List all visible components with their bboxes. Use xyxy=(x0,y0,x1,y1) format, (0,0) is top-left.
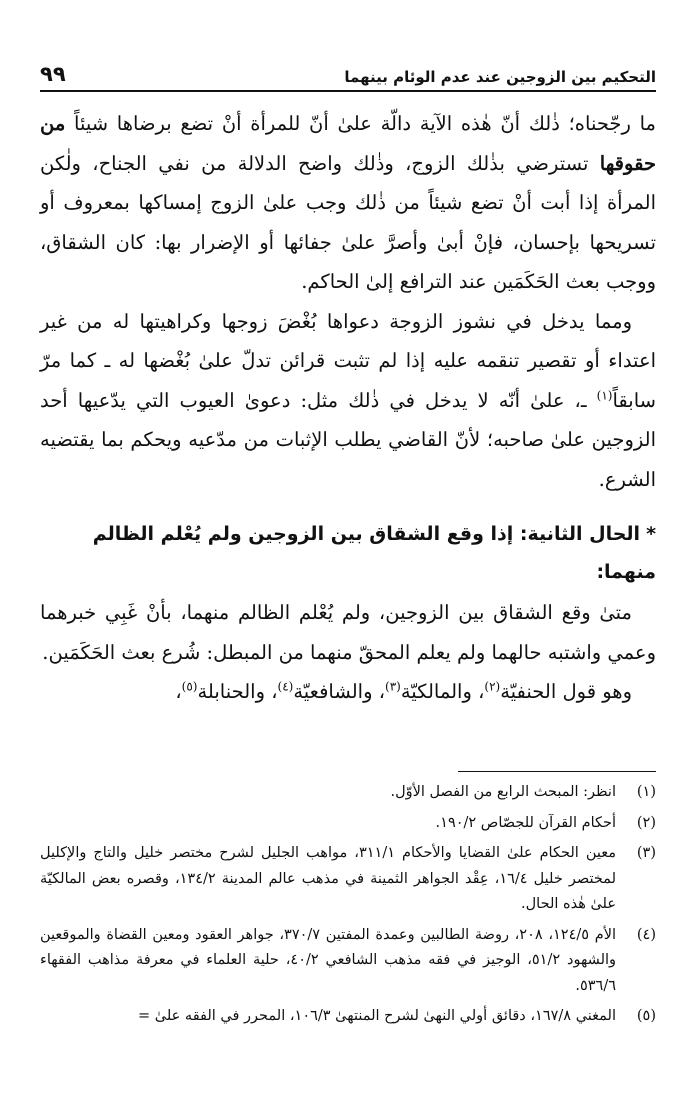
footnote-number: (٥) xyxy=(636,1008,656,1024)
footnote-ref-2[interactable]: (٢) xyxy=(484,679,501,694)
footnote-number: (٤) xyxy=(636,926,656,943)
footnote-text: الأم ١٢٤/٥، ٢٠٨، روضة الطالبين وعمدة المفتين ٣٧٠/٧، جواهر العقود ومعين القضاة والموقعين والشهود ٥١/٢، الوجيز في فقه مذهب الشافعي ٤٠/٢، حلية العلماء في معرفة مذاهب الفقهاء ٥٣٦/٦. xyxy=(40,926,617,994)
footnote-ref-3[interactable]: (٣) xyxy=(385,679,401,694)
main-text xyxy=(40,104,656,712)
footnote-3 xyxy=(40,841,656,918)
paragraph-2 xyxy=(40,302,656,500)
footnote-5 xyxy=(40,1004,656,1030)
footnote-ref-4[interactable]: (٤) xyxy=(277,679,294,694)
footnote-ref-5[interactable]: (٥) xyxy=(181,679,198,694)
paragraph-1-bold: من حقوقها xyxy=(40,112,656,175)
paragraph-2-part-b: ـ، علىٰ أنّه لا يدخل في ذٰلك مثل: دعوىٰ العيوب التي يدّعيها أحد الزوجين علىٰ صاحبه؛ لأنّ القاضي يطلب الإثبات من مدّعيه ويحكم بما يقتضيه الشرع. xyxy=(40,388,656,491)
paragraph-4-part-a: وهو قول الحنفيّة xyxy=(500,680,632,703)
paragraph-4-part-b: ، والمالكيّة xyxy=(400,680,485,703)
footnote-number: (٢) xyxy=(636,814,656,831)
paragraph-3: متىٰ وقع الشقاق بين الزوجين، ولم يُعْلم الظالم منهما، بأنْ غَبِي خبرهما وعمي واشتبه حالهما ولم يعلم المحقّ منهما من المبطل: شُرع بعث الحَكَمَين. xyxy=(40,601,656,664)
paragraph-1-part-b: تسترضي بذٰلك الزوج، وذٰلك واضح الدلالة من نفي الجناح، ولٰكن المرأة إذا أبت أنْ تضع شيئاً من ذٰلك وجب علىٰ الزوج إمساكها بمعروف أو تسريحها بإحسان، فإنْ أبىٰ وأصرَّ علىٰ جفائها أو الإضرار بها: كان الشقاق، ووجب بعث الحَكَمَين عند الترافع إلىٰ الحاكم. xyxy=(40,151,656,293)
footnote-divider xyxy=(458,771,656,772)
running-header xyxy=(40,58,656,92)
footnote-text: انظر: المبحث الرابع من الفصل الأوّل. xyxy=(390,784,616,800)
paragraph-2-part-a: ومما يدخل في نشوز الزوجة دعواها بُغْضَ زوجها وكراهيتها له من غير اعتداء أو تقصير تنقمه عليه إذا لم تثبت قرائن تدلّ علىٰ بُغْضها له ـ كما مرّ سابقاً xyxy=(40,309,656,412)
footnote-number: (٣) xyxy=(636,845,656,861)
section-heading-text: الحال الثانية: إذا وقع الشقاق بين الزوجين ولم يُعْلم الظالم منهما: xyxy=(92,523,656,583)
footnotes xyxy=(40,780,656,1035)
paragraph-1-part-a: ما رجّحناه؛ ذٰلك أنّ هٰذه الآية دالّة علىٰ أنّ للمرأة أنْ تضع برضاها شيئاً xyxy=(65,112,656,135)
section-heading xyxy=(40,515,656,591)
footnote-ref-1[interactable]: (١) xyxy=(596,388,613,402)
star-bullet-icon: * xyxy=(646,523,656,545)
paragraph-4-part-d: ، والحنابلة xyxy=(197,680,278,703)
paragraph-4-part-c: ، والشافعيّة xyxy=(293,680,386,703)
paragraph-4 xyxy=(40,672,656,712)
footnote-4 xyxy=(40,923,656,1000)
footnote-text: المغني ١٦٧/٨، دقائق أولي النهىٰ لشرح المنتهىٰ ١٠٦/٣، المحرر في الفقه علىٰ = xyxy=(138,1008,616,1024)
paragraph-4-part-e: ، xyxy=(175,680,182,703)
paragraph-1 xyxy=(40,104,656,302)
footnote-text: أحكام القرآن للجصّاص ١٩٠/٢. xyxy=(435,814,616,831)
footnote-1 xyxy=(40,780,656,806)
footnote-2 xyxy=(40,811,656,837)
footnote-number: (١) xyxy=(636,784,656,800)
page-number: ٩٩ xyxy=(40,62,66,86)
footnote-text: معين الحكام علىٰ القضايا والأحكام ٣١١/١، مواهب الجليل لشرح مختصر خليل والتاج والإكليل لمختصر خليل ١٦/٤، عِقْد الجواهر الثمينة في مذهب عالم المدينة ١٣٤/٢، وقصره بعض المالكيّة علىٰ هٰذه الحال. xyxy=(40,845,616,912)
header-title: التحكيم بين الزوجين عند عدم الوئام بينهما xyxy=(344,68,656,86)
